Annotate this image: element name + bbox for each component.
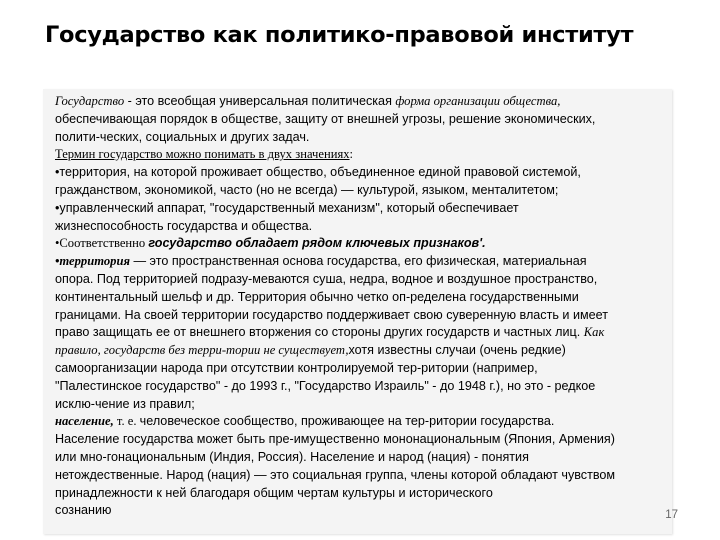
body-line: нетождественные. Народ (нация) — это социальная группа, члены которой обладают чувством: [55, 467, 616, 482]
body-line: полити-ческих, социальных и других задач.: [55, 129, 310, 144]
term-territory: •территория: [55, 254, 130, 269]
slide-title: Государство как политико-правовой институт: [45, 22, 634, 48]
body-line: [55, 253, 667, 271]
body-line: опора. Под территорией подразу-меваются суша, недра, водное и воздушное пространство,: [55, 271, 598, 286]
body-line: "Палестинское государство" - до 1993 г., "Государство Израиль" - до 1948 г.), но это - редкое: [55, 378, 596, 393]
two-meanings-heading: Термин государство можно понимать в двух значениях: [55, 147, 350, 162]
body-line: или мно-гонациональным (Индия, Россия). Население и народ (нация) - понятия: [55, 449, 529, 464]
body-text: — это пространственная основа государства, его физическая, материальная: [129, 254, 587, 269]
body-line: [55, 324, 667, 342]
term-state: Государство: [55, 94, 125, 108]
term-form-of-organization: форма организации общества,: [395, 94, 561, 108]
italic-text: Как: [583, 325, 605, 340]
body-line: [55, 146, 667, 164]
body-line: принадлежности к ней благодаря общим чертам культуры и исторического: [55, 485, 493, 500]
body-line: •территория, на которой проживает общество, объединенное единой правовой системой,: [55, 165, 581, 180]
body-line: гражданством, экономикой, часто (но не всегда) — культурой, языком, менталитетом;: [55, 182, 559, 197]
body-text: право защищать ее от внешнего вторжения со стороны других государств и частных лиц.: [55, 325, 584, 340]
body-line: жизнеспособность государства и общества.: [55, 218, 313, 233]
body-line: Население государства может быть пре-имущественно мононациональным (Япония, Армения): [55, 432, 615, 447]
body-text: :: [349, 147, 354, 162]
body-text: человеческое сообщество, проживающее на тер-ритории государства.: [139, 414, 555, 429]
body-line: исклю-чение из правил;: [55, 396, 195, 411]
body-line: [55, 93, 667, 111]
body-line: [55, 342, 667, 360]
body-line: сознанию: [55, 503, 112, 518]
body-line: границами. На своей территории государство поддерживает свою суверенную власть и имеет: [55, 307, 609, 322]
italic-text: правило, государств без терри-тории не существует,: [55, 343, 349, 358]
key-features-heading: государство обладает рядом ключевых признаков'.: [148, 236, 486, 251]
slide-body: [55, 93, 667, 520]
page-number: 17: [665, 509, 678, 521]
body-line: [55, 413, 667, 431]
body-line: •управленческий аппарат, "государственный механизм", который обеспечивает: [55, 200, 519, 215]
body-text: •Соответственно: [55, 236, 149, 251]
body-line: обеспечивающая порядок в обществе, защиту от внешней угрозы, решение экономических,: [55, 111, 596, 126]
body-text: хотя известны случаи (очень редкие): [348, 343, 566, 358]
body-line: самоорганизации народа при отсутствии контролируемой тер-ритории (например,: [55, 360, 538, 375]
body-text: - это всеобщая универсальная политическая: [124, 94, 396, 108]
body-line: [55, 235, 667, 253]
body-text: т. е.: [113, 414, 140, 429]
term-population: население,: [55, 414, 114, 429]
body-line: континентальный шельф и др. Территория обычно четко оп-ределена государственными: [55, 289, 579, 304]
